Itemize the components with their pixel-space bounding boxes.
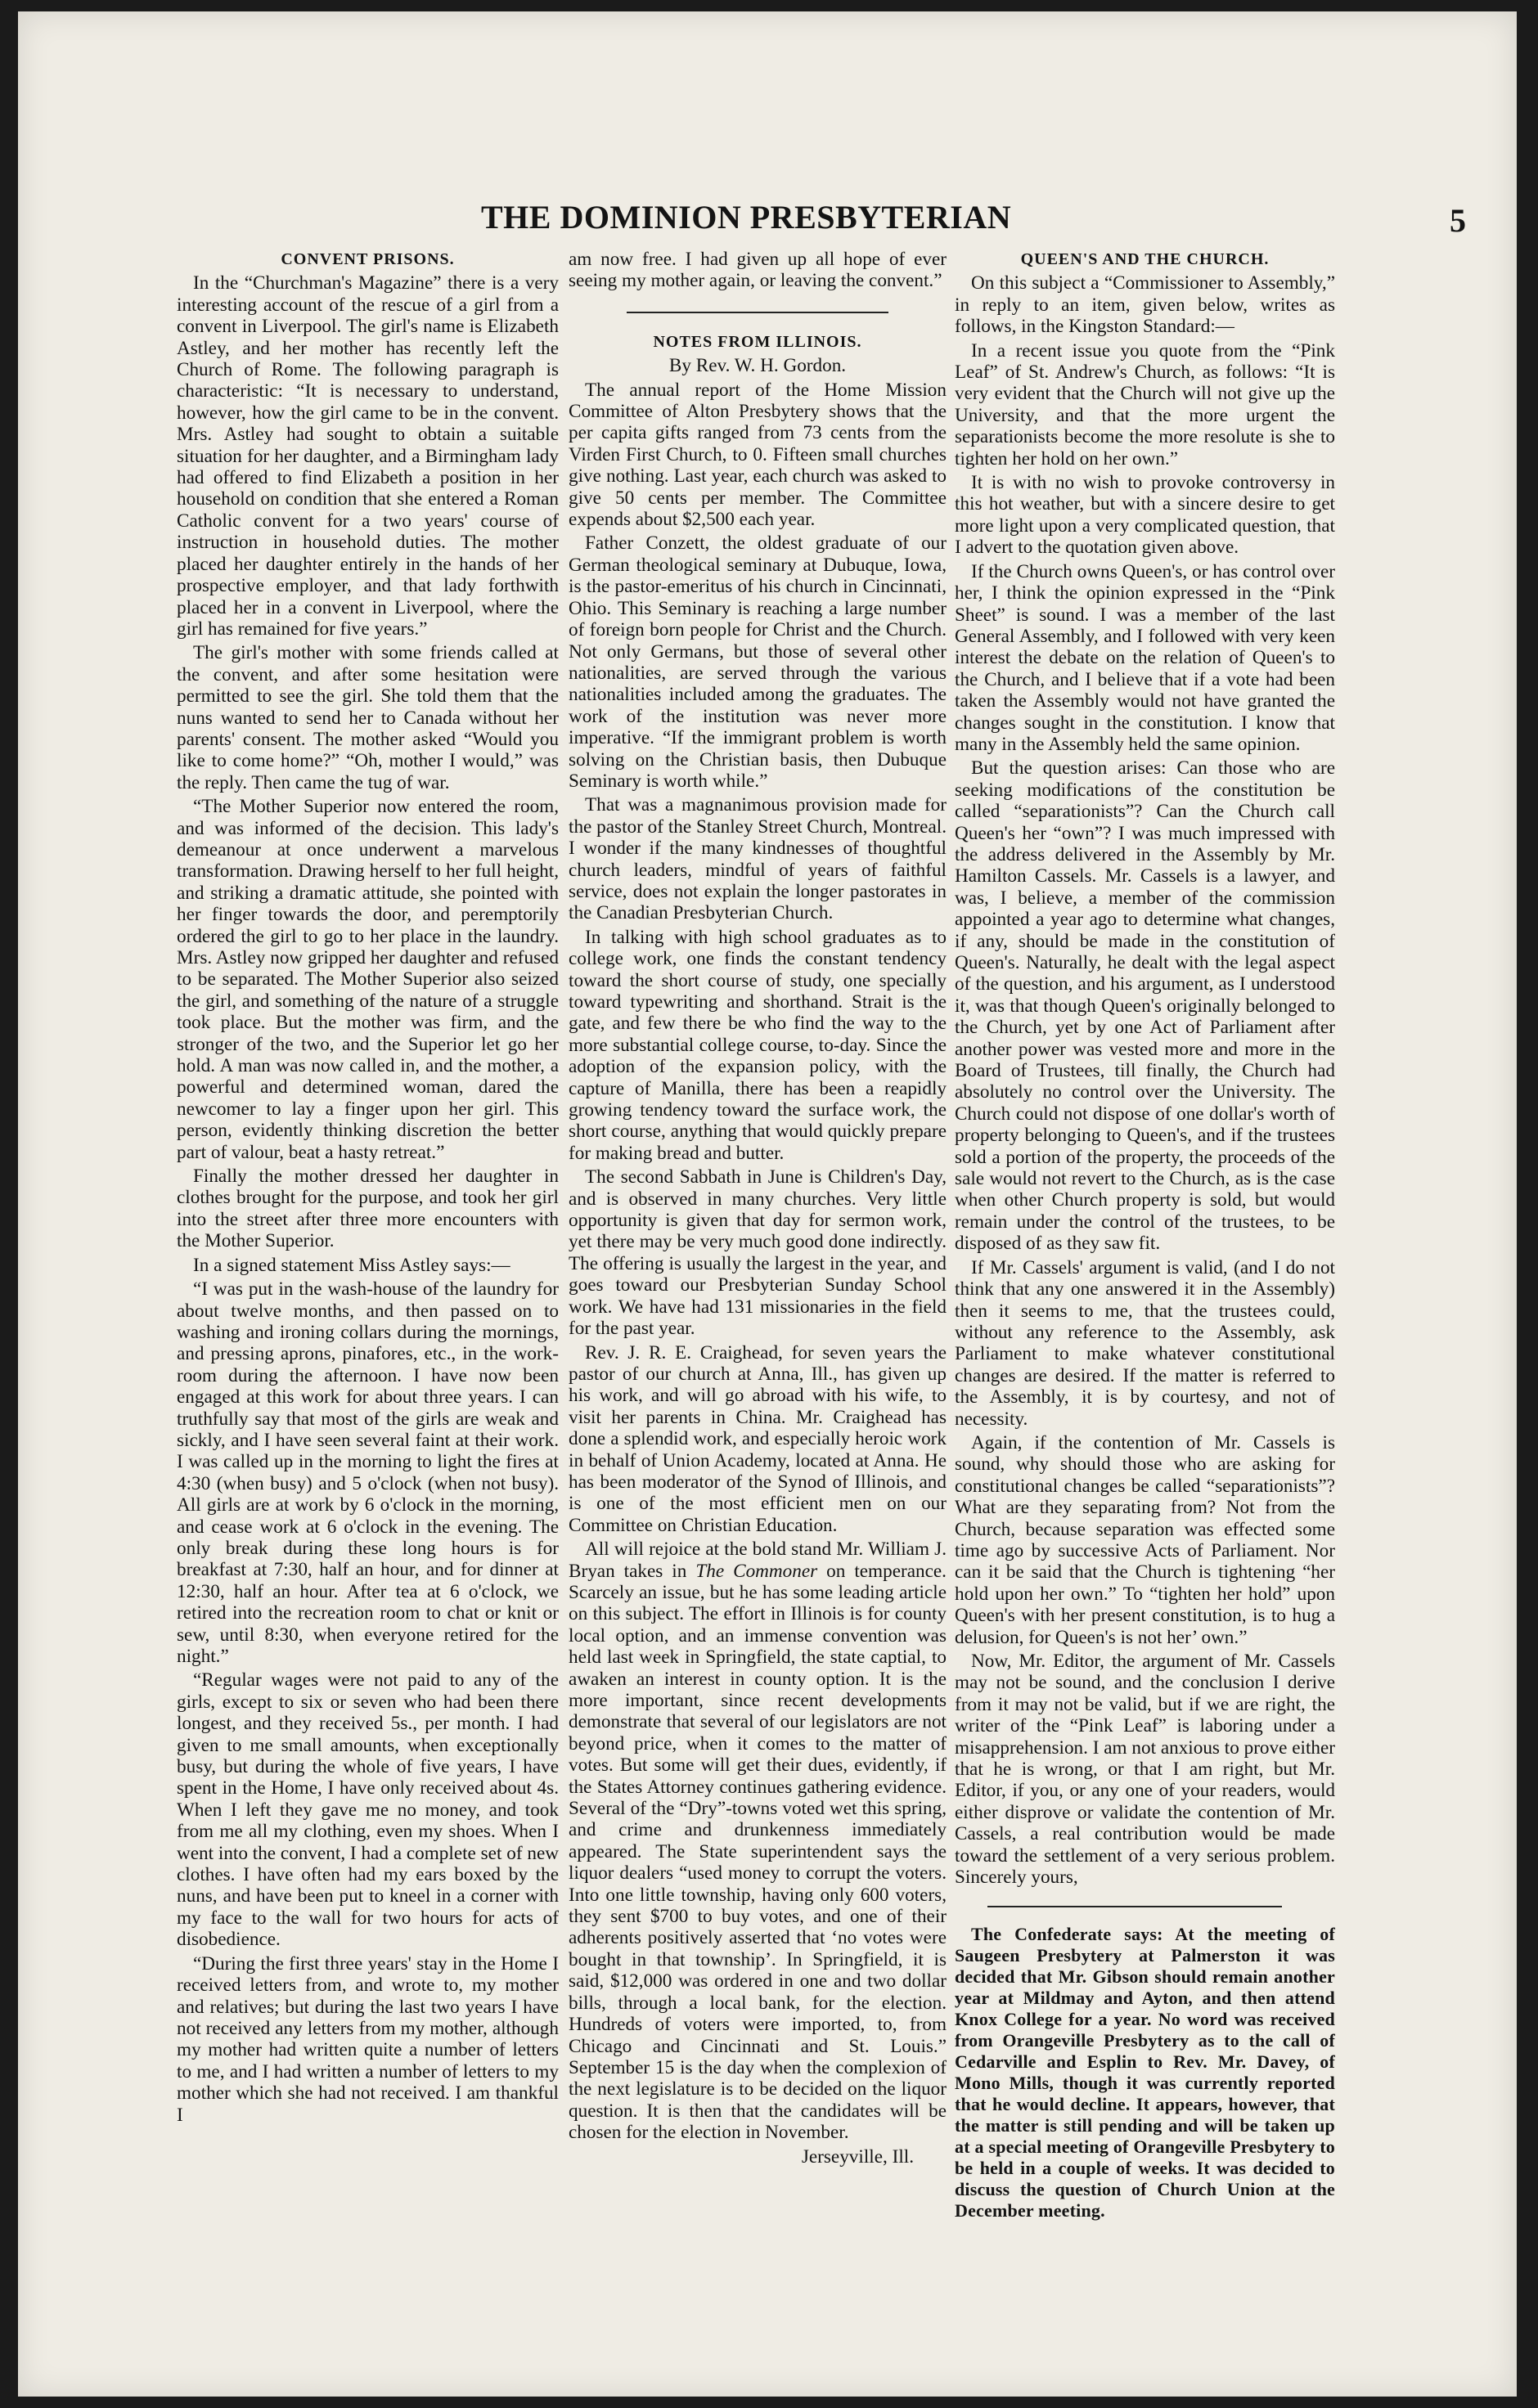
- paragraph: The second Sabbath in June is Children's Day, and is observed in many churches. Very little opportunity is given that day for sermon work, yet there may be very much good done indirectly. The offering is usually the largest in the year, and goes toward our Presbyterian Sunday School work. We have had 131 missionaries in the field for the past year.: [569, 1166, 947, 1340]
- news-item-confederate: [955, 1924, 1335, 2222]
- article-title-convent-prisons: CONVENT PRISONS.: [281, 250, 455, 268]
- masthead: THE DOMINION PRESBYTERIAN: [481, 199, 1012, 236]
- paragraph: The girl's mother with some friends called at the convent, and after some hesitation were permitted to see the girl. She told them that the nuns wanted to send her to Canada without her parents' consent. The mother asked “Would you like to come home?” “Oh, mother I would,” was the reply. Then came the tug of war.: [177, 642, 559, 793]
- paragraph: In the “Churchman's Magazine” there is a very interesting account of the rescue of a girl from a convent in Liverpool. The girl's name is Elizabeth Astley, and her mother has recently left the Church of Rome. The following paragraph is characteristic: “It is necessary to understand, however, how the girl came to be in the convent. Mrs. Astley had sought to obtain a suitable situation for her daughter, and a Birmingham lady had offered to find Elizabeth a position in her household on condition that she entered a Roman Catholic convent for a two years' course of instruction in household duties. The mother placed her daughter entirely in the hands of her prospective employer, and that lady forthwith placed her in a convent in Liverpool, where the girl has remained for five years.”: [177, 272, 559, 640]
- paragraph: That was a magnanimous provision made for the pastor of the Stanley Street Church, Montreal. I wonder if the many kindnesses of thoughtful church leaders, mindful of years of faithful service, does not explain the longer pastorates in the Canadian Presbyterian Church.: [569, 794, 947, 924]
- column-2: [569, 249, 947, 2170]
- column-1: [177, 249, 559, 2128]
- section-divider: [987, 1906, 1282, 1907]
- paragraph: The annual report of the Home Mission Committee of Alton Presbytery shows that the per capita gifts ranged from 73 cents from the Virden First Church, to 0. Fifteen small churches give nothing. Last year, each church was asked to give 50 cents per member. The Committee expends about $2,500 each year.: [569, 379, 947, 531]
- page-number: 5: [1450, 202, 1466, 239]
- paragraph-bryan: [569, 1539, 947, 2143]
- text-run: All will rejoice at the bold stand Mr. William J. Bryan takes in: [569, 1539, 947, 1582]
- column-3: [955, 249, 1335, 2224]
- paragraph: Finally the mother dressed her daughter in clothes brought for the purpose, and took her girl into the street after three more encounters with the Mother Superior.: [177, 1166, 559, 1252]
- byline: By Rev. W. H. Gordon.: [668, 355, 847, 377]
- text-run: on temperance. Scarcely an issue, but he has some leading article on this subject. The effort in Illinois is for county local option, and an immense convention was held last week in Springfield, the state captial, to awaken an interest in county option. It is the more important, since recent developments demonstrate that several of our legislators are not beyond price, when it comes to the matter of votes. But some will get their dues, evidently, if the States Attorney continues gathering evidence. Several of the “Dry”-towns voted wet this spring, and crime and drunkenness immediately appeared. The State superintendent says the liquor dealers “used money to corrupt the voters. Into one little township, having only 600 voters, they sent $700 to buy votes, and one of their adherents positively asserted that ‘no votes were bought in that township’. In Springfield, it is said, $12,000 was ordered in one and two dollar bills, through a local bank, for the election. Hundreds of voters were imported, to, from Chicago and Cincinnati and St. Louis.” September 15 is the day when the complexion of the next legislature is to be decided on the liquor question. It is then that the candidates will be chosen for the election in November.: [569, 1560, 947, 2144]
- paragraph: “During the first three years' stay in the Home I received letters from, and wrote to, my mother and relatives; but during the last two years I have not received any letters from my mother, although my mother had written quite a number of letters to me, and I had written a number of letters to my mother which she had not received. I am thankful I: [177, 1952, 559, 2126]
- paragraph: If the Church owns Queen's, or has control over her, I think the opinion expressed in the “Pink Sheet” is sound. I was a member of the last General Assembly, and I followed with very keen interest the debate on the relation of Queen's to the Church, and I believe that if a vote had been taken the Assembly would not have granted the changes sought in the constitution. I know that many in the Assembly held the same opinion.: [955, 560, 1335, 755]
- paragraph: But the question arises: Can those who are seeking modifications of the constitution be called “separationists”? Can the Church call Queen's her “own”? I was much impressed with the address delivered in the Assembly by Mr. Hamilton Cassels. Mr. Cassels is a lawyer, and was, I believe, a member of the commission appointed a year ago to determine what changes, if any, should be made in the constitution of Queen's. Naturally, he dealt with the legal aspect of the question, and his argument, as I understood it, was that though Queen's originally belonged to the Church, yet by one Act of Parliament after another power was vested more and more in the Board of Trustees, till finally, the Church had absolutely no control over the University. The Church could not dispose of one dollar's worth of property belonging to Queen's, and if the trustees sold a portion of the property, the proceeds of the sale would not revert to the Church, as is the case when other Church property is sold, but would remain under the control of the trustees, to be disposed of as they saw fit.: [955, 757, 1335, 1255]
- paragraph: The Confederate says: At the meeting of Saugeen Presbytery at Palmerston it was decided that Mr. Gibson should remain another year at Mildmay and Ayton, and then attend Knox College for a year. No word was received from Orangeville Presbytery as to the call of Cedarville and Esplin to Rev. Mr. Davey, of Mono Mills, though it was currently reported that he would decline. It appears, however, that the matter is still pending and will be taken up at a special meeting of Orangeville Presbytery to be held in a couple of weeks. It was decided to discuss the question of Church Union at the December meeting.: [955, 1924, 1335, 2222]
- paragraph: In talking with high school graduates as to college work, one finds the constant tendency toward the short course of study, one specially toward typewriting and shorthand. Strait is the gate, and few there be who find the way to the more substantial college course, to-day. Since the adoption of the expansion policy, with the capture of Manilla, there has been a reapidly growing tendency toward the surface work, the short course, anything that would quickly prepare for making bread and butter.: [569, 926, 947, 1164]
- paragraph: If Mr. Cassels' argument is valid, (and I do not think that any one answered it in the Assembly) then it seems to me, that the trustees could, without any reference to the Assembly, ask Parliament to make whatever constitutional changes are desired. If the matter is referred to the Assembly, it is by courtesy, and not of necessity.: [955, 1256, 1335, 1430]
- paragraph: In a recent issue you quote from the “Pink Leaf” of St. Andrew's Church, as follows: “It is very evident that the Church will not give up the University, and that the more urgent the separationists become the more resolute is she to tighten her hold on her own.”: [955, 339, 1335, 469]
- article-title-notes-from-illinois: NOTES FROM ILLINOIS.: [653, 332, 862, 351]
- paragraph: Again, if the contention of Mr. Cassels is sound, why should those who are asking for constitutional changes be called “separationists”? What are they separating from? Not from the Church, because separation was effected some time ago by successive Acts of Parliament. Nor can it be said that the Church is tightening “her hold upon her own.” To “tighten her hold” upon Queen's with her present constitution, is to hug a delusion, for Queen's is not her’ own.”: [955, 1431, 1335, 1648]
- paragraph: In a signed statement Miss Astley says:—: [193, 1254, 510, 1276]
- newspaper-page: [18, 11, 1517, 2397]
- paragraph: It is with no wish to provoke controversy in this hot weather, but with a sincere desire to get more light upon a very complicated question, that I advert to the quotation given above.: [955, 472, 1335, 559]
- paragraph: “I was put in the wash-house of the laundry for about twelve months, and then passed on to washing and ironing collars during the mornings, and pressing aprons, pinafores, etc., in the work-room during the afternoon. I have now been engaged at this work for about three years. I can truthfully say that most of the girls are weak and sickly, and I have seen several faint at their work. I was called up in the morning to light the fires at 4:30 (when busy) and 5 o'clock (when not busy). All girls are at work by 6 o'clock in the morning, and cease work at 6 o'clock in the evening. The only break during these long hours is for breakfast at 7:30, half an hour, and for dinner at 12:30, half an hour. After tea at 6 o'clock, we retired into the recreation room to chat or knit or sew, until 8:30, when everyone retired for the night.”: [177, 1278, 559, 1667]
- paragraph: On this subject a “Commissioner to Assembly,” in reply to an item, given below, writes as follows, in the Kingston Standard:—: [955, 272, 1335, 338]
- paragraph: “The Mother Superior now entered the room, and was informed of the decision. This lady's demeanour at once underwent a marvelous transformation. Drawing herself to her full height, and striking a dramatic attitude, she pointed with her finger towards the door, and peremptorily ordered the girl to go to her place in the laundry. Mrs. Astley now gripped her daughter and refused to be separated. The Mother Superior also seized the girl, and something of the nature of a struggle took place. But the mother was firm, and the stronger of the two, and the Superior let go her hold. A man was now called in, and the mother, a powerful and determined woman, dared the newcomer to lay a finger upon her girl. This person, evidently thinking discretion the better part of valour, beat a hasty retreat.”: [177, 796, 559, 1163]
- paragraph: Rev. J. R. E. Craighead, for seven years the pastor of our church at Anna, Ill., has given up his work, and will go abroad with his wife, to visit her parents in China. Mr. Craighead has done a splendid work, and especially heroic work in behalf of Union Academy, located at Anna. He has been moderator of the Synod of Illinois, and is one of the most efficient men on our Committee on Christian Education.: [569, 1341, 947, 1536]
- paragraph: Father Conzett, the oldest graduate of our German theological seminary at Dubuque, Iowa, is the pastor-emeritus of his church in Cincinnati, Ohio. This Seminary is reaching a large number of foreign born people for Christ and the Church. Not only Germans, but those of several other nationalities, are served through the various nationalities included among the graduates. The work of the institution was never more imperative. “If the immigrant problem is worth solving on the Christian basis, then Dubuque Seminary is worth while.”: [569, 532, 947, 792]
- publication-name: The Commoner: [695, 1560, 818, 1582]
- continuation-text: am now free. I had given up all hope of ever seeing my mother again, or leaving the convent.”: [569, 249, 947, 292]
- section-divider: [627, 312, 888, 313]
- signature: Jerseyville, Ill.: [801, 2145, 914, 2168]
- paragraph: “Regular wages were not paid to any of the girls, except to six or seven who had been there longest, and they received 5s., per month. I had given to me small amounts, when exceptionally busy, but during the whole of five years, I have spent in the Home, I have only received about 4s. When I left they gave me no money, and took from me all my clothing, even my shoes. When I went into the convent, I had a complete set of new clothes. I have often had my ears boxed by the nuns, and have been put to kneel in a corner with my face to the wall for two hours for acts of disobedience.: [177, 1669, 559, 1951]
- article-title-queens-and-the-church: QUEEN'S AND THE CHURCH.: [1020, 250, 1270, 268]
- paragraph: Now, Mr. Editor, the argument of Mr. Cassels may not be sound, and the conclusion I derive from it may not be valid, but if we are right, the writer of the “Pink Leaf” is laboring under a misapprehension. I am not anxious to prove either that he is wrong, or that I am right, but Mr. Editor, if you, or any one of your readers, would either disprove or validate the contention of Mr. Cassels, a real contribution would be made toward the settlement of a very serious problem. Sincerely yours,: [955, 1651, 1335, 1889]
